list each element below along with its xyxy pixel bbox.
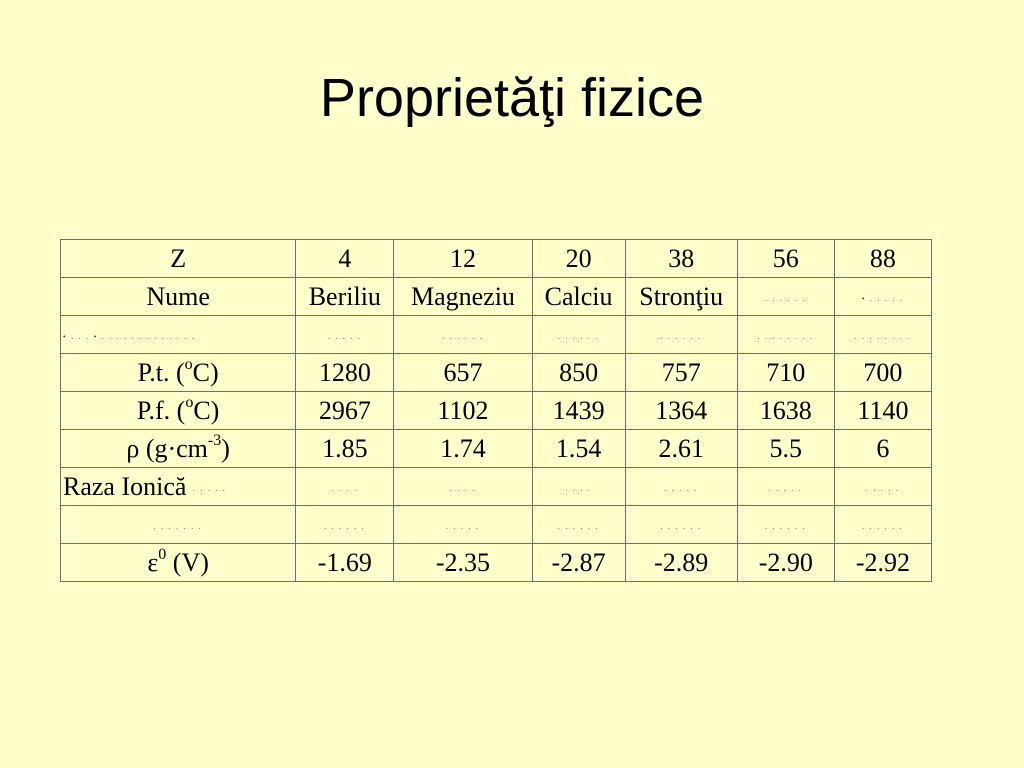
label-main: ρ (g·cm xyxy=(126,433,208,463)
cell-value: 12 xyxy=(394,240,532,278)
cell-value: 1140 xyxy=(834,392,931,430)
cell-value: Stronţiu xyxy=(625,278,737,316)
label-tail: (V) xyxy=(166,547,209,577)
faint-text: . . . . . . . . xyxy=(854,332,912,341)
row-density xyxy=(61,430,932,468)
row-atomic-number xyxy=(61,240,932,278)
label-tail: ) xyxy=(221,433,230,463)
cell-value: 56 xyxy=(737,240,834,278)
cell-value: Calciu xyxy=(532,278,625,316)
row-label xyxy=(61,544,296,582)
label-tail: C) xyxy=(193,395,220,425)
cell-value: 1.54 xyxy=(532,430,625,468)
cell-value: 88 xyxy=(834,240,931,278)
row-label xyxy=(61,430,296,468)
faint-text: . . . . . . xyxy=(765,522,807,531)
cell-value: 2.61 xyxy=(625,430,737,468)
slide-title: Proprietăţi fizice xyxy=(319,68,705,128)
faint-text: . . . . . . xyxy=(660,522,702,531)
row-label xyxy=(61,468,296,506)
cell-value-small xyxy=(394,316,532,354)
cell-value-small xyxy=(834,278,931,316)
label-main: ε xyxy=(147,547,159,577)
cell-value: -2.90 xyxy=(737,544,834,582)
cell-value: 1439 xyxy=(532,392,625,430)
faint-text: . . . . . . xyxy=(324,522,366,531)
cell-value: 1364 xyxy=(625,392,737,430)
row-label: Nume xyxy=(61,278,296,316)
row-label xyxy=(61,392,296,430)
cell-value-small xyxy=(737,278,834,316)
cell-value-small xyxy=(532,468,625,506)
label-sup: 0 xyxy=(158,545,167,563)
label-sup: o xyxy=(185,393,194,411)
cell-value: -1.69 xyxy=(296,544,394,582)
cell-value: 700 xyxy=(834,354,931,392)
properties-table xyxy=(60,239,932,582)
cell-value-small xyxy=(394,468,532,506)
cell-value-small xyxy=(532,316,625,354)
cell-value-small xyxy=(737,316,834,354)
cell-value-small xyxy=(737,506,834,544)
faint-text: . . . . xyxy=(565,484,592,493)
faint-text: . . . . xyxy=(449,484,477,493)
cell-value: 1.74 xyxy=(394,430,532,468)
cell-value: 710 xyxy=(737,354,834,392)
faint-text: . . . . . xyxy=(768,484,803,493)
row-melting-point xyxy=(61,354,932,392)
faint-text: . . . . . . xyxy=(557,332,600,341)
faint-text: . . . . . xyxy=(192,484,227,493)
cell-value: -2.87 xyxy=(532,544,625,582)
cell-value: 757 xyxy=(625,354,737,392)
faint-text: . . . . . . xyxy=(442,332,484,341)
cell-value-small xyxy=(834,468,931,506)
faint-text: . . . . . . xyxy=(557,522,600,531)
cell-value-small xyxy=(296,316,394,354)
cell-value: 657 xyxy=(394,354,532,392)
cell-value: 850 xyxy=(532,354,625,392)
cell-value-small xyxy=(625,316,737,354)
faint-text: . . . . . xyxy=(327,332,362,341)
faint-text: • . . . • . . . . . . . . . . . . . xyxy=(63,332,196,341)
faint-text: . . . . . . xyxy=(862,522,904,531)
cell-value-small xyxy=(296,468,394,506)
cell-value: Beriliu xyxy=(296,278,394,316)
row-boiling-point xyxy=(61,392,932,430)
cell-value: 1102 xyxy=(394,392,532,430)
row-label-small xyxy=(61,316,296,354)
faint-text: . . . . xyxy=(331,484,358,493)
faint-text: . . . . . . xyxy=(660,332,702,341)
cell-value: 2967 xyxy=(296,392,394,430)
label-tail: C) xyxy=(192,357,219,387)
cell-value-small xyxy=(625,506,737,544)
row-ionic-radius xyxy=(61,468,932,506)
faint-text: . . . . . . . xyxy=(153,522,203,531)
label-main: Raza Ionică xyxy=(63,471,187,501)
cell-value-small xyxy=(737,468,834,506)
cell-value: -2.35 xyxy=(394,544,532,582)
faint-text: . . . . . . xyxy=(765,294,807,303)
label-main: P.t. ( xyxy=(137,357,185,387)
cell-value-small xyxy=(625,468,737,506)
cell-value-small xyxy=(394,506,532,544)
label-sup: o xyxy=(184,355,193,373)
cell-value-small xyxy=(834,316,931,354)
cell-value-small xyxy=(532,506,625,544)
label-sup: -3 xyxy=(207,431,222,449)
faint-text: . . . . . . . . xyxy=(757,332,814,341)
cell-value: 38 xyxy=(625,240,737,278)
cell-value: -2.92 xyxy=(834,544,931,582)
cell-value: 1638 xyxy=(737,392,834,430)
cell-value: 6 xyxy=(834,430,931,468)
row-label: Z xyxy=(61,240,296,278)
row-standard-potential xyxy=(61,544,932,582)
cell-value: -2.89 xyxy=(625,544,737,582)
cell-value-small xyxy=(834,506,931,544)
row-label-small xyxy=(61,506,296,544)
cell-value: 4 xyxy=(296,240,394,278)
cell-value: Magneziu xyxy=(394,278,532,316)
faint-text: . . . . . xyxy=(866,484,900,493)
cell-value: 1280 xyxy=(296,354,394,392)
faint-text: . . . . . xyxy=(664,484,699,493)
cell-value: 1.85 xyxy=(296,430,394,468)
cell-value-small xyxy=(296,506,394,544)
cell-value: 20 xyxy=(532,240,625,278)
faint-text: • . . . . . xyxy=(861,294,904,303)
cell-value: 5.5 xyxy=(737,430,834,468)
row-name xyxy=(61,278,932,316)
row-label xyxy=(61,354,296,392)
row-faint-1 xyxy=(61,316,932,354)
label-main: P.f. ( xyxy=(136,395,186,425)
faint-text: . . . . . xyxy=(446,522,480,531)
row-faint-2 xyxy=(61,506,932,544)
